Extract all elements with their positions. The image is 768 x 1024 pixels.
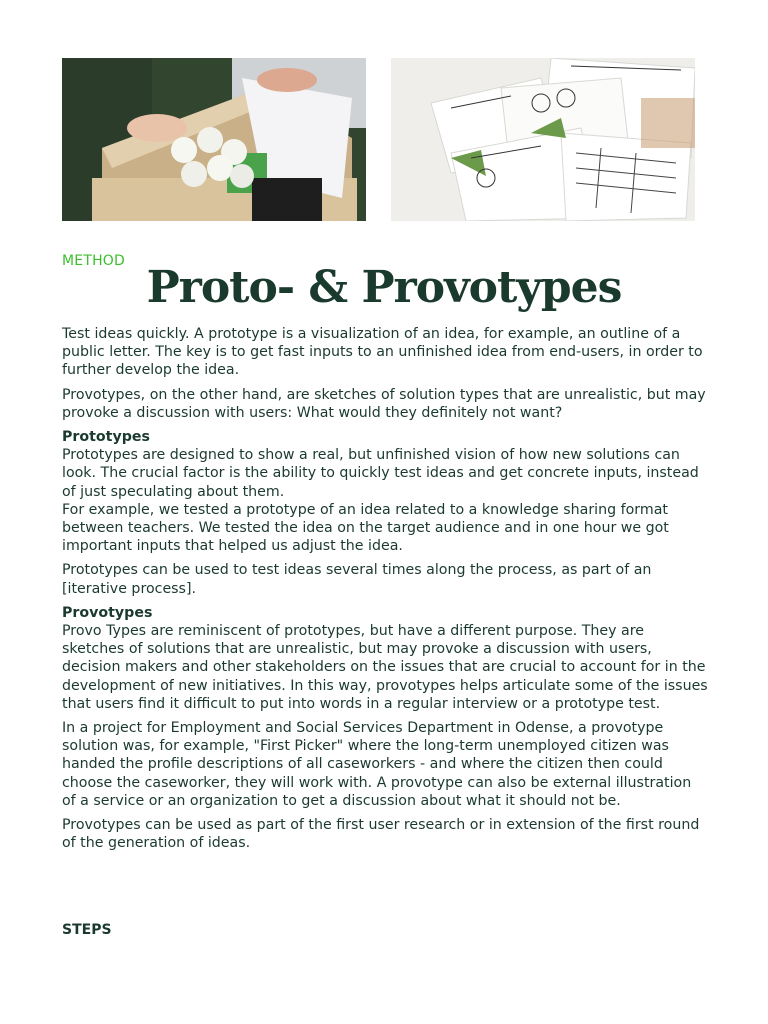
intro-paragraph: Test ideas quickly. A prototype is a visualization of an idea, for example, an outline of a public letter. The key is to get fast inputs to an unfinished idea from end-users, in order to further develop the idea. (62, 326, 703, 379)
prototypes-heading: Prototypes (62, 429, 150, 446)
page-title: Proto- & Provotypes (146, 262, 622, 313)
provotypes-paragraph: In a project for Employment and Social Services Department in Odense, a provotype solution was, for example, "First Picker" where the long-term unemployed citizen was handed the profile descriptions of all caseworkers - and where the citizen then could choose the caseworker, they will work with. A provotype can also be external illustration of a service or an organization to get a discussion about what it should not be. (62, 720, 692, 809)
photo-provotype-sketches (391, 58, 695, 221)
article-body (62, 325, 708, 858)
prototypes-paragraph: Prototypes are designed to show a real, but unfinished vision of how new solutions can look. The crucial factor is the ability to quickly test ideas and get concrete inputs, instead of just speculating about them. (62, 447, 699, 500)
photo-row (62, 58, 695, 221)
intro-paragraph: Provotypes, on the other hand, are sketches of solution types that are unrealistic, but may provoke a discussion with users: What would they definitely not want? (62, 386, 706, 421)
provotypes-paragraph: Provotypes can be used as part of the first user research or in extension of the first round of the generation of ideas. (62, 817, 700, 852)
section-label: METHOD (62, 253, 126, 269)
provotypes-heading: Provotypes (62, 604, 153, 621)
photo-prototype-box (62, 58, 366, 221)
provotypes-paragraph: Provo Types are reminiscent of prototypes, but have a different purpose. They are sketches of solutions that are unrealistic, but may provoke a discussion with users, decision makers and other stakeholders on the issues that are crucial to account for in the development of new initiatives. In this way, provotypes helps articulate some of the issues that users find it difficult to put into words in a regular interview or a prototype test. (62, 623, 708, 712)
prototypes-paragraph: Prototypes can be used to test ideas several times along the process, as part of an [iterative process]. (62, 562, 652, 597)
prototypes-paragraph: For example, we tested a prototype of an idea related to a knowledge sharing format between teachers. We tested the idea on the target audience and in one hour we got important inputs that helped us adjust the idea. (62, 501, 669, 555)
steps-heading: STEPS (62, 922, 112, 938)
